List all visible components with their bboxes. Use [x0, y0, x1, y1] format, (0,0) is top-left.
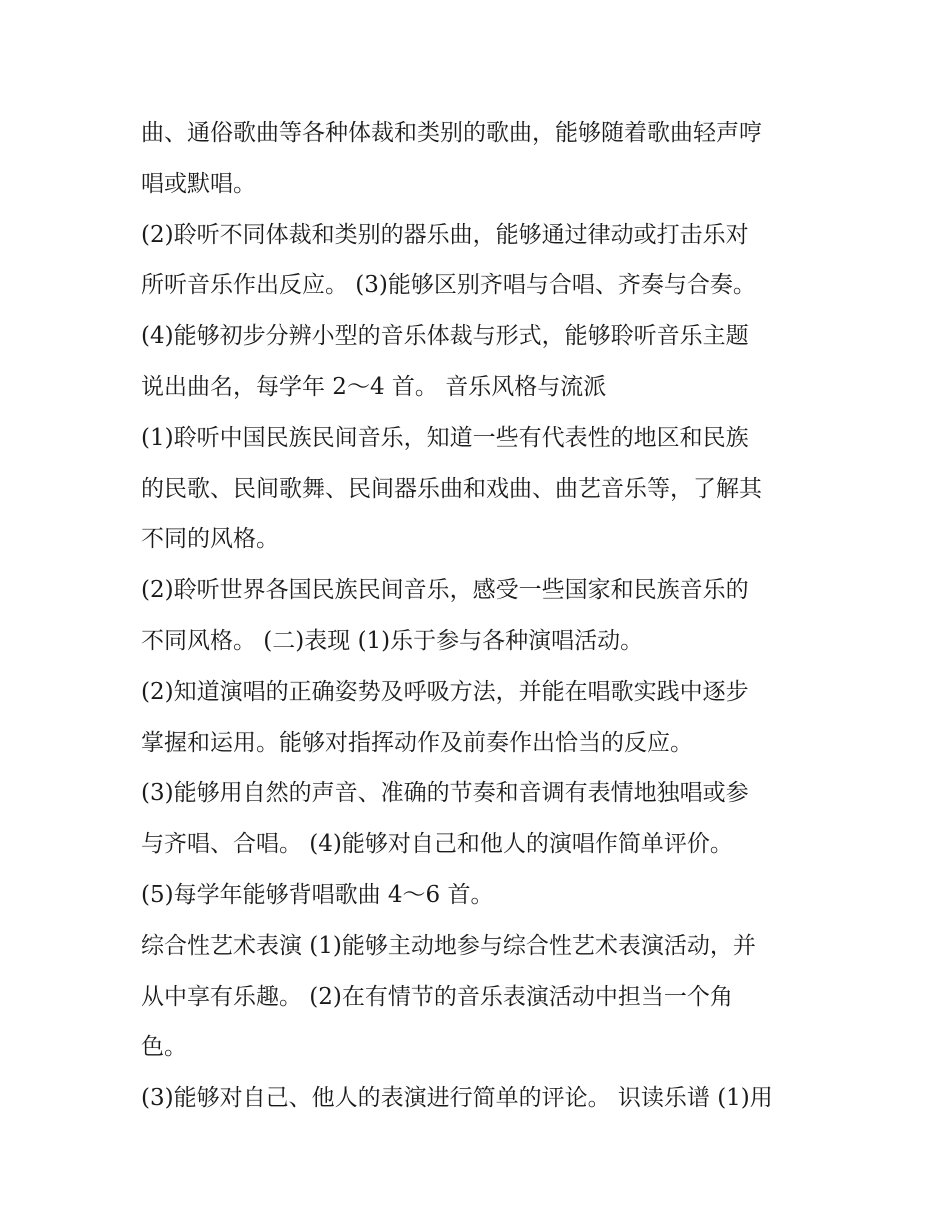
text-line: 所听音乐作出反应。 (3)能够区别齐唱与合唱、齐奏与合奏。	[141, 272, 756, 299]
text-line: (5)每学年能够背唱歌曲 4～6 首。	[141, 881, 494, 908]
text-line: (3)能够用自然的声音、准确的节奏和音调有表情地独唱或参	[141, 780, 749, 807]
text-line: 与齐唱、合唱。 (4)能够对自己和他人的演唱作简单评价。	[141, 831, 733, 858]
text-line: 曲、通俗歌曲等各种体裁和类别的歌曲，能够随着歌曲轻声哼	[141, 120, 762, 146]
text-line: (1)聆听中国民族民间音乐，知道一些有代表性的地区和民族	[141, 424, 749, 451]
text-line: 从中享有乐趣。 (2)在有情节的音乐表演活动中担当一个角	[141, 983, 733, 1010]
text-line: (3)能够对自己、他人的表演进行简单的评论。 识读乐谱 (1)用	[141, 1085, 773, 1112]
text-line: (2)知道演唱的正确姿势及呼吸方法，并能在唱歌实践中逐步	[141, 678, 749, 705]
text-line: (2)聆听不同体裁和类别的器乐曲，能够通过律动或打击乐对	[141, 221, 749, 248]
text-line: (4)能够初步分辨小型的音乐体裁与形式，能够聆听音乐主题	[141, 323, 749, 350]
document-body	[141, 108, 821, 1124]
text-line: 唱或默唱。	[141, 170, 256, 197]
text-line: (2)聆听世界各国民族民间音乐，感受一些国家和民族音乐的	[141, 577, 749, 604]
text-line: 的民歌、民间歌舞、民间器乐曲和戏曲、曲艺音乐等，了解其	[141, 475, 762, 502]
text-line: 不同的风格。	[141, 526, 279, 553]
text-line: 色。	[141, 1034, 187, 1061]
text-line: 不同风格。 (二)表现 (1)乐于参与各种演唱活动。	[141, 627, 644, 654]
text-line: 掌握和运用。能够对指挥动作及前奏作出恰当的反应。	[141, 729, 693, 756]
text-line: 综合性艺术表演 (1)能够主动地参与综合性艺术表演活动，并	[141, 932, 756, 959]
text-line: 说出曲名，每学年 2～4 首。 音乐风格与流派	[141, 373, 607, 400]
